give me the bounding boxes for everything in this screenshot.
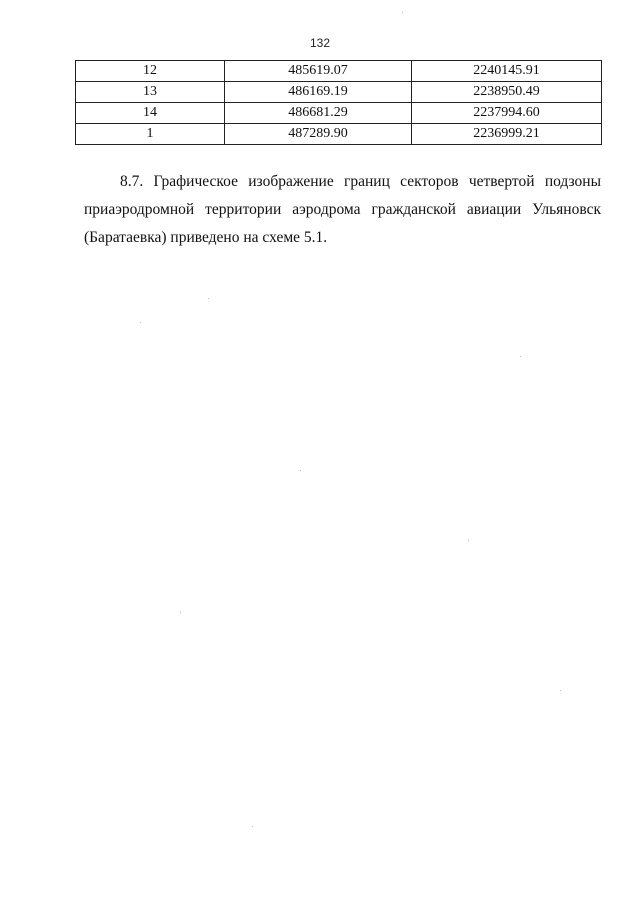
table-row — [76, 61, 602, 82]
x-coordinate-cell: 486169.19 — [225, 82, 412, 103]
coordinates-table — [75, 60, 602, 145]
point-number-cell: 1 — [76, 124, 225, 145]
table-row — [76, 82, 602, 103]
point-number-cell: 14 — [76, 103, 225, 124]
y-coordinate-cell: 2236999.21 — [412, 124, 602, 145]
paragraph-line: приаэродромной территории аэродрома гражданской авиации Ульяновск — [84, 201, 601, 218]
point-number-cell: 12 — [76, 61, 225, 82]
paragraph-line: (Баратаевка) приведено на схеме 5.1. — [84, 229, 328, 246]
y-coordinate-cell: 2240145.91 — [412, 61, 602, 82]
table-row — [76, 103, 602, 124]
x-coordinate-cell: 486681.29 — [225, 103, 412, 124]
point-number-cell: 13 — [76, 82, 225, 103]
page-number: 132 — [309, 36, 331, 50]
y-coordinate-cell: 2237994.60 — [412, 103, 602, 124]
x-coordinate-cell: 485619.07 — [225, 61, 412, 82]
x-coordinate-cell: 487289.90 — [225, 124, 412, 145]
table-row — [76, 124, 602, 145]
paragraph-line: 8.7. Графическое изображение границ секторов четвертой подзоны — [120, 173, 601, 190]
body-paragraph — [84, 168, 601, 252]
y-coordinate-cell: 2238950.49 — [412, 82, 602, 103]
